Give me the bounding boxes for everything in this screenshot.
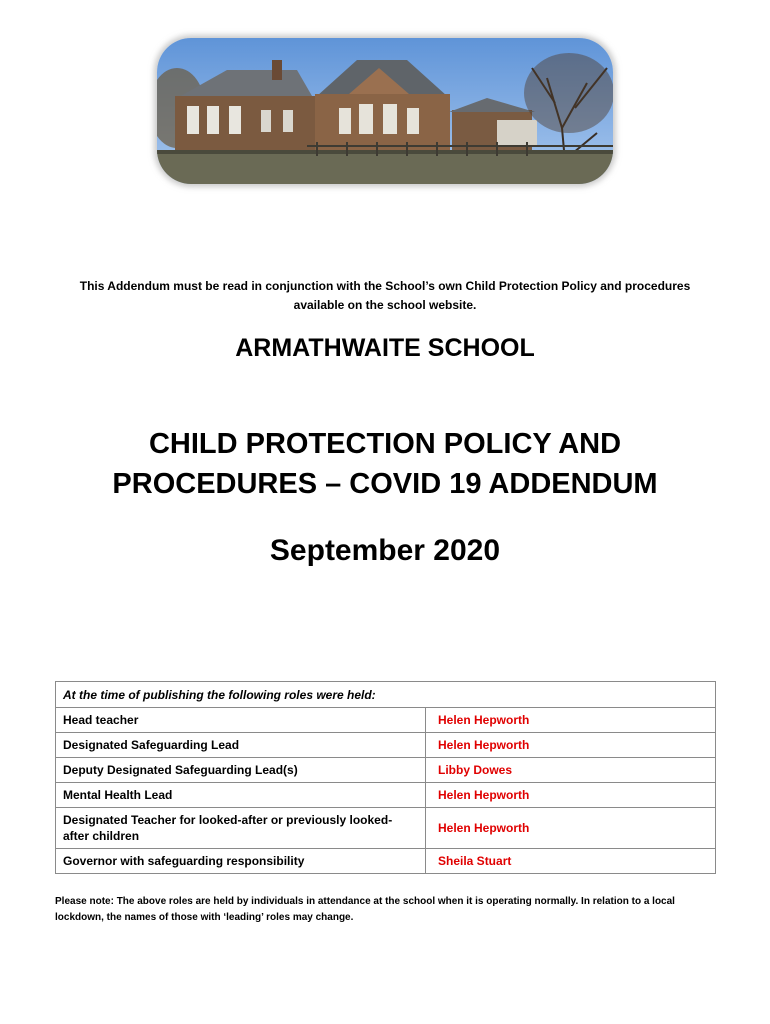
document-date: September 2020 [269,534,501,567]
role-holder-name: Sheila Stuart [426,849,716,874]
role-label: Deputy Designated Safeguarding Lead(s) [56,758,426,783]
school-building-photo [157,38,613,184]
role-label: Head teacher [56,708,426,733]
role-label: Designated Safeguarding Lead [56,733,426,758]
please-note-text: Please note: The above roles are held by individuals in attendance at the school when it is operating normally. In relation to a local lockdown, the names of those with ‘leading’ roles may change. [55,896,675,923]
role-holder-name: Helen Hepworth [426,733,716,758]
table-row [56,849,716,874]
table-row [56,808,716,849]
role-label: Designated Teacher for looked-after or previously looked-after children [56,808,426,849]
intro-text: This Addendum must be read in conjunction with the School’s own Child Protection Policy and procedures available on the school website. [79,279,691,312]
roles-table-header: At the time of publishing the following roles were held: [56,682,716,708]
role-holder-name: Helen Hepworth [426,783,716,808]
role-holder-name: Libby Dowes [426,758,716,783]
roles-table-header-row [56,682,716,708]
document-title-line-2: PROCEDURES – COVID 19 ADDENDUM [112,468,658,500]
school-name: ARMATHWAITE SCHOOL [235,334,535,362]
role-holder-name: Helen Hepworth [426,708,716,733]
roles-table [55,681,716,874]
table-row [56,733,716,758]
role-label: Governor with safeguarding responsibility [56,849,426,874]
role-holder-name: Helen Hepworth [426,808,716,849]
table-row [56,708,716,733]
role-label: Mental Health Lead [56,783,426,808]
table-row [56,758,716,783]
table-row [56,783,716,808]
document-title [40,424,730,504]
document-title-line-1: CHILD PROTECTION POLICY AND [148,428,622,460]
